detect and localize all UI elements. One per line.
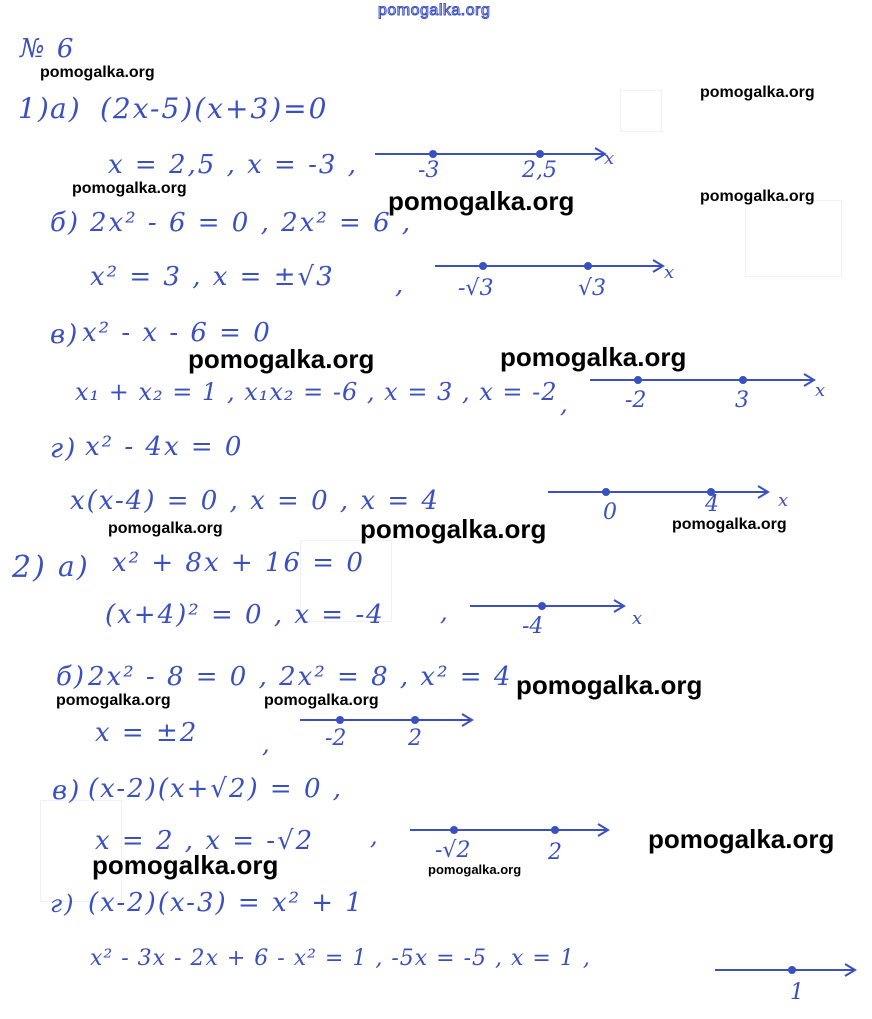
part1-b-equation: 2x² - 6 = 0 , 2x² = 6 , (90, 208, 413, 238)
part1-v-separator: , (560, 390, 570, 418)
site-header-watermark: pomogalka.org (378, 2, 491, 19)
part1-a-number-line (375, 140, 615, 170)
part2-b-point-1: -2 (325, 726, 347, 751)
part1-g-number-line (548, 478, 788, 508)
watermark: pomogalka.org (92, 850, 279, 880)
part1-g-equation: x² - 4x = 0 (85, 432, 244, 462)
part1-b-label: б) (50, 208, 81, 238)
part1-g-axis-var: x (778, 490, 789, 511)
watermark: pomogalka.org (56, 692, 171, 709)
part2-v-point-2: 2 (548, 840, 562, 865)
part1-g-point-1: 0 (603, 500, 617, 525)
part1-g-solution: x(x-4) = 0 , x = 0 , x = 4 (70, 486, 440, 516)
background-grid-2 (745, 200, 842, 277)
watermark: pomogalka.org (388, 186, 575, 216)
watermark: pomogalka.org (516, 670, 703, 700)
part2-v-point-1: -√2 (435, 838, 471, 863)
part2-b-separator: , (262, 730, 272, 758)
part2-v-label: в) (52, 776, 82, 806)
part2-v-solution: x = 2 , x = -√2 (95, 826, 315, 856)
part2-a-point-1: -4 (522, 614, 544, 639)
part1-a-equation: (2x-5)(x+3)=0 (100, 92, 329, 125)
part1-b-separator: , (395, 270, 406, 300)
part1-b-point-1: -√3 (458, 276, 494, 301)
part2-g-point-1: 1 (790, 980, 804, 1005)
part1-a-label: а) (50, 92, 82, 125)
watermark: pomogalka.org (672, 516, 787, 533)
part2-a-solution: (x+4)² = 0 , x = -4 (105, 600, 385, 630)
part2-a-equation: x² + 8x + 16 = 0 (112, 548, 365, 578)
watermark: pomogalka.org (648, 824, 835, 854)
part2-g-label: г) (50, 890, 76, 918)
watermark: pomogalka.org (700, 84, 815, 101)
part1-v-point-2: 3 (735, 388, 749, 413)
part1-b-solution: x² = 3 , x = ±√3 (90, 262, 335, 292)
part1-g-label: г) (50, 434, 78, 464)
watermark: pomogalka.org (40, 64, 155, 81)
watermark: pomogalka.org (428, 862, 522, 877)
watermark: pomogalka.org (700, 188, 815, 205)
problem-number: № 6 (20, 34, 76, 64)
watermark: pomogalka.org (360, 514, 547, 544)
part2-label: 2) (12, 550, 47, 585)
part2-b-solution: x = ±2 (95, 718, 199, 748)
part2-v-equation: (x-2)(x+√2) = 0 , (88, 774, 344, 804)
part1-v-solution: x₁ + x₂ = 1 , x₁x₂ = -6 , x = 3 , x = -2 (75, 378, 558, 406)
part1-v-equation: x² - x - 6 = 0 (82, 318, 272, 348)
watermark: pomogalka.org (108, 520, 223, 537)
part2-a-axis-var: x (632, 608, 643, 629)
part2-a-label: а) (58, 550, 90, 583)
part2-a-separator: , (440, 598, 450, 626)
watermark: pomogalka.org (188, 344, 375, 374)
part1-label: 1) (18, 92, 51, 125)
part2-b-label: б) (56, 662, 87, 692)
part1-a-axis-var: x (604, 148, 615, 169)
part2-g-solution: x² - 3x - 2x + 6 - x² = 1 , -5x = -5 , x = 1 , (90, 946, 591, 971)
part1-a-point-1: -3 (418, 158, 440, 183)
part2-g-equation: (x-2)(x-3) = x² + 1 (88, 888, 364, 918)
background-grid-1 (620, 90, 662, 132)
part1-a-solution: x = 2,5 , x = -3 , (108, 150, 358, 180)
watermark: pomogalka.org (72, 180, 187, 197)
part1-b-axis-var: x (664, 262, 675, 283)
part1-v-axis-var: x (815, 380, 826, 401)
part1-g-point-2: 4 (705, 492, 719, 517)
part2-a-number-line (470, 592, 640, 622)
part1-a-point-2: 2,5 (522, 158, 557, 183)
part2-b-equation: 2x² - 8 = 0 , 2x² = 8 , x² = 4 (88, 662, 513, 692)
watermark: pomogalka.org (500, 342, 687, 372)
part2-b-point-2: 2 (408, 726, 422, 751)
part1-v-point-1: -2 (625, 388, 647, 413)
part1-v-label: в) (50, 320, 80, 350)
part2-v-separator: , (370, 822, 380, 850)
watermark: pomogalka.org (264, 692, 379, 709)
part1-b-point-2: √3 (578, 276, 607, 301)
